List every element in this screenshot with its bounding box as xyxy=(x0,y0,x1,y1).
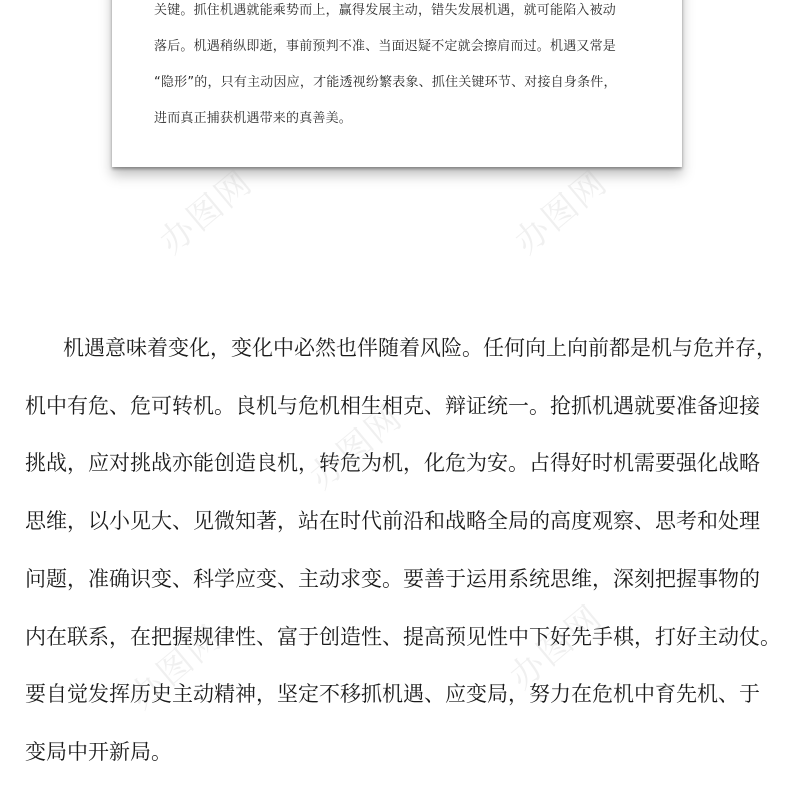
watermark-text: 办图网 xyxy=(502,597,611,698)
watermark-text: 办图网 xyxy=(122,617,231,718)
watermark-text: 办图网 xyxy=(507,162,616,263)
main-line: 机中有危、危可转机。良机与危机相生相克、辩证统一。抢抓机遇就要准备迎接 xyxy=(25,393,760,418)
quote-card xyxy=(112,0,682,167)
main-line: 内在联系，在把握规律性、富于创造性、提高预见性中下好先手棋，打好主动仗。 xyxy=(25,624,781,649)
card-line: 落后。机遇稍纵即逝，事前预判不准、当面迟疑不定就会擦肩而过。机遇又常是 xyxy=(154,39,617,54)
main-line: 问题，准确识变、科学应变、主动求变。要善于运用系统思维，深刻把握事物的 xyxy=(25,566,760,591)
watermark xyxy=(502,156,616,263)
watermark-text: 办图网 xyxy=(152,162,261,263)
main-line: 变局中开新局。 xyxy=(25,739,172,764)
card-line: 进而真正捕获机遇带来的真善美。 xyxy=(154,111,353,126)
main-line: 挑战，应对挑战亦能创造良机，转危为机，化危为安。占得好时机需要强化战略 xyxy=(25,451,760,476)
card-line: 关键。抓住机遇就能乘势而上，赢得发展主动，错失发展机遇，就可能陷入被动 xyxy=(154,3,617,18)
card-line: “隐形”的，只有主动因应，才能透视纷繁表象、抓住关键环节、对接自身条件， xyxy=(154,75,617,90)
main-line: 思维，以小见大、见微知著，站在时代前沿和战略全局的高度观察、思考和处理 xyxy=(25,509,760,534)
main-paragraph xyxy=(25,320,785,782)
watermark xyxy=(147,156,261,263)
card-paragraph xyxy=(154,0,656,137)
watermark-text: 办图网 xyxy=(302,397,411,498)
main-line: 机遇意味着变化，变化中必然也伴随着风险。任何向上向前都是机与危并存， xyxy=(63,336,777,360)
main-line: 要自觉发挥历史主动精神，坚定不移抓机遇、应变局，努力在危机中育先机、于 xyxy=(25,682,760,707)
